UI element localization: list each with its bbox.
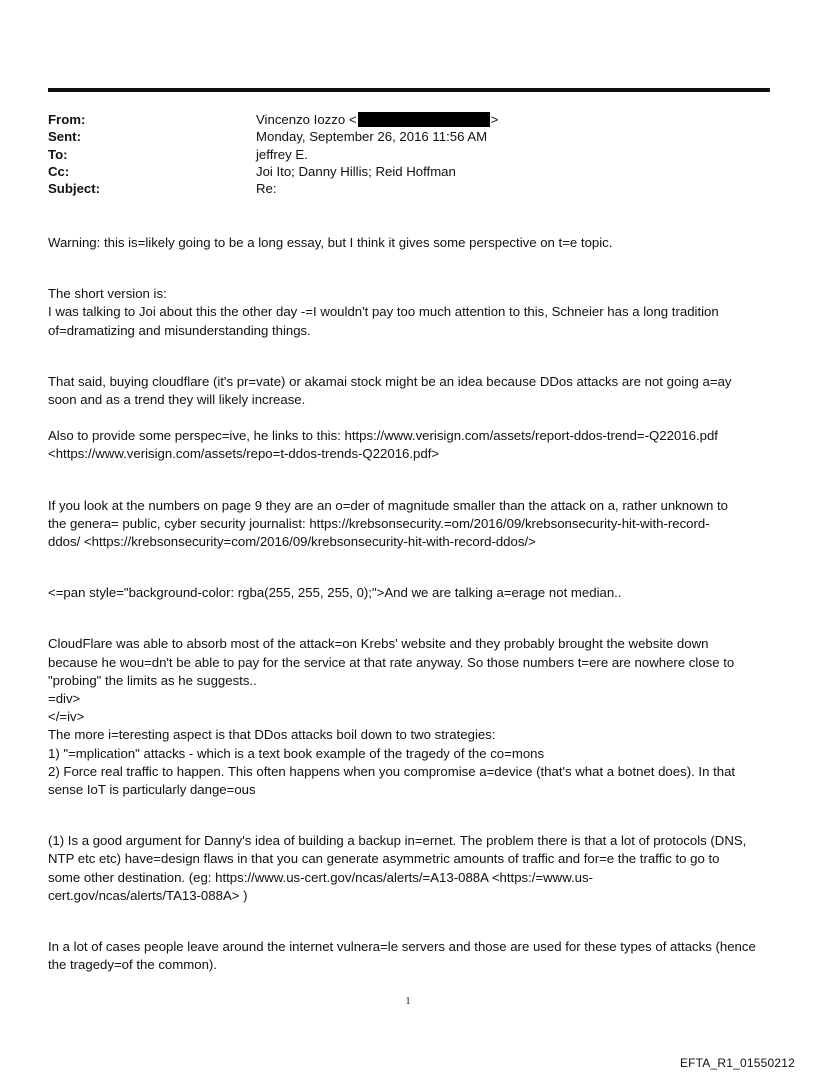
body-line: (1) Is a good argument for Danny's idea of building a backup in=ernet. The problem there is that a lot of protocols (DNS, <box>48 833 747 849</box>
body-line: If you look at the numbers on page 9 they are an o=der of magnitude smaller than the attack on a, rather unknown to <box>48 497 728 513</box>
body-line: I was talking to Joi about this the other day -=I wouldn't pay too much attention to this, Schneier has a long tradition <box>48 304 719 320</box>
body-line: The short version is: <box>48 286 167 302</box>
redaction-box <box>358 112 490 127</box>
body-line: some other destination. (eg: https://www.us-cert.gov/ncas/alerts/=A13-088A <https:/=www.us- <box>48 869 593 885</box>
body-line: the tragedy=of the common). <box>48 957 217 973</box>
sent-value: Monday, September 26, 2016 11:56 AM <box>256 129 488 145</box>
to-label: To: <box>48 146 68 162</box>
body-line: the genera= public, cyber security journalist: https://krebsonsecurity.=om/2016/09/krebsonsecurity-hit-with-record- <box>48 515 710 531</box>
email-header <box>48 111 768 197</box>
body-line: <=pan style="background-color: rgba(255, 255, 255, 0);">And we are talking a=erage not median.. <box>48 585 622 601</box>
body-line: ddos/ <https://krebsonsecurity=com/2016/09/krebsonsecurity-hit-with-record-ddos/> <box>48 534 536 550</box>
body-line: </=iv> <box>48 709 85 725</box>
body-line: That said, buying cloudflare (it's pr=vate) or akamai stock might be an idea because DDos attacks are not going a=ay <box>48 373 732 389</box>
from-value <box>256 111 768 128</box>
cc-value: Joi Ito; Danny Hillis; Reid Hoffman <box>256 163 456 179</box>
body-line: CloudFlare was able to absorb most of the attack=on Krebs' website and they probably brought the website down <box>48 636 709 652</box>
body-line: 1) "=mplication" attacks - which is a text book example of the tragedy of the co=mons <box>48 745 545 761</box>
subject-row <box>48 180 768 197</box>
body-line: NTP etc etc) have=design flaws in that you can generate asymmetric amounts of traffic and for=e the traffic to go to <box>48 851 720 867</box>
subject-label: Subject: <box>48 181 101 197</box>
body-line: of=dramatizing and misunderstanding things. <box>48 322 311 338</box>
body-line: Warning: this is=likely going to be a long essay, but I think it gives some perspective on t=e topic. <box>48 235 613 250</box>
header-rule <box>48 88 770 92</box>
to-row <box>48 146 768 163</box>
from-name: Vincenzo Iozzo < <box>256 112 357 127</box>
sent-label: Sent: <box>48 129 81 145</box>
page-number: 1 <box>405 996 411 1007</box>
cc-label: Cc: <box>48 163 70 179</box>
body-line: sense IoT is particularly dange=ous <box>48 782 256 798</box>
from-label: From: <box>48 112 86 127</box>
email-body <box>48 234 776 974</box>
body-line: =div> <box>48 691 81 707</box>
body-line: cert.gov/ncas/alerts/TA13-088A> ) <box>48 887 248 903</box>
body-line: soon and as a trend they will likely increase. <box>48 392 306 408</box>
from-row <box>48 111 768 128</box>
document-id: EFTA_R1_01550212 <box>679 1056 795 1070</box>
from-close: > <box>490 112 499 127</box>
body-line: The more i=teresting aspect is that DDos attacks boil down to two strategies: <box>48 727 496 743</box>
body-line: "probing" the limits as he suggests.. <box>48 672 257 688</box>
body-line: because he wou=dn't be able to pay for the service at that rate anyway. So those numbers t=ere are nowhere close to <box>48 654 735 670</box>
sent-row <box>48 128 768 145</box>
to-value: jeffrey E. <box>256 146 308 162</box>
subject-value: Re: <box>256 181 277 197</box>
body-line: In a lot of cases people leave around the internet vulnera=le servers and those are used for these types of attacks (hence <box>48 939 756 955</box>
body-line: 2) Force real traffic to happen. This often happens when you compromise a=device (that's what a botnet does). In that <box>48 763 736 779</box>
body-line: <https://www.verisign.com/assets/repo=t-ddos-trends-Q22016.pdf> <box>48 446 440 462</box>
cc-row <box>48 163 768 180</box>
body-line: Also to provide some perspec=ive, he links to this: https://www.verisign.com/assets/report-ddos-trend=-Q22016.pdf <box>48 428 718 444</box>
